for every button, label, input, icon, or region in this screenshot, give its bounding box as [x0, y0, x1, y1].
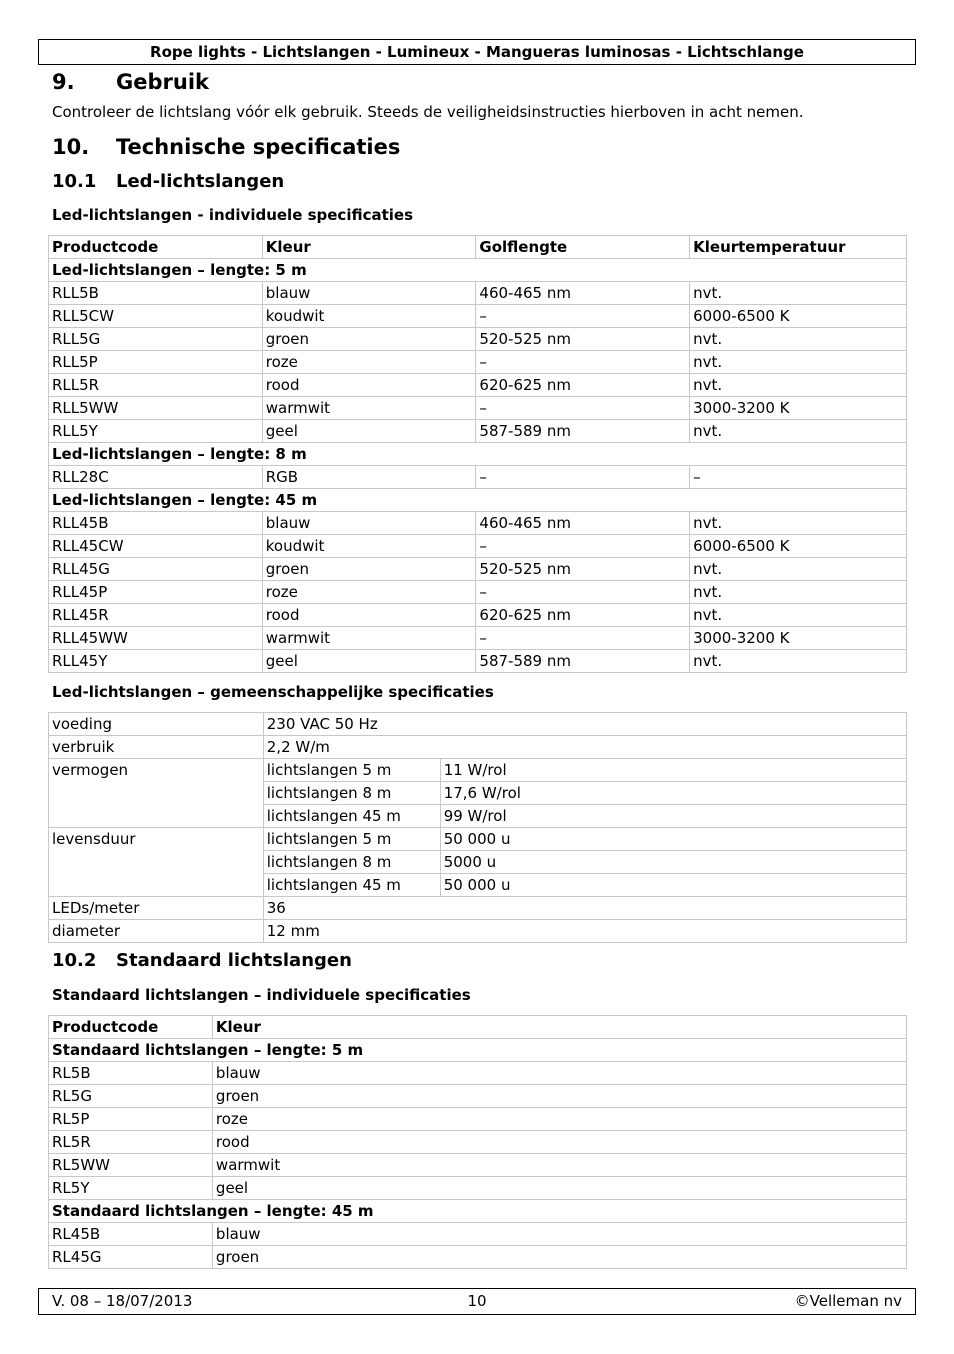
- table-cell: RLL45P: [49, 581, 263, 604]
- table-cell: blauw: [262, 512, 476, 535]
- table-cell: RLL5G: [49, 328, 263, 351]
- spec-label: LEDs/meter: [49, 897, 264, 920]
- table-cell: blauw: [262, 282, 476, 305]
- spec-value: 230 VAC 50 Hz: [263, 713, 906, 736]
- table-row: [49, 1246, 907, 1269]
- table-row: [49, 374, 907, 397]
- table-row: [49, 282, 907, 305]
- table-cell: 6000-6500 K: [690, 535, 907, 558]
- table-cell: RL45B: [49, 1223, 213, 1246]
- group-label: Standaard lichtslangen – lengte: 5 m: [49, 1039, 907, 1062]
- table-cell: nvt.: [690, 650, 907, 673]
- table-cell: rood: [212, 1131, 906, 1154]
- table-cell: –: [476, 351, 690, 374]
- spec-value: 50 000 u: [440, 828, 906, 851]
- spec-value: 99 W/rol: [440, 805, 906, 828]
- table-cell: roze: [262, 351, 476, 374]
- table-cell: 620-625 nm: [476, 604, 690, 627]
- table-cell: RLL45B: [49, 512, 263, 535]
- table-cell: nvt.: [690, 374, 907, 397]
- table-cell: –: [476, 397, 690, 420]
- table-row: [49, 1108, 907, 1131]
- table-cell: RLL45CW: [49, 535, 263, 558]
- std-individual-caption: Standaard lichtslangen – individuele specificaties: [52, 986, 471, 1004]
- table-cell: RLL45WW: [49, 627, 263, 650]
- led-individual-table: [48, 235, 907, 673]
- table-cell: 587-589 nm: [476, 650, 690, 673]
- spec-value: 5000 u: [440, 851, 906, 874]
- table-row: [49, 713, 907, 736]
- table-row: [49, 1223, 907, 1246]
- column-header: Kleur: [212, 1016, 906, 1039]
- group-label: Led-lichtslangen – lengte: 8 m: [49, 443, 907, 466]
- table-cell: RL5B: [49, 1062, 213, 1085]
- table-row: [49, 627, 907, 650]
- table-row: [49, 1154, 907, 1177]
- table-cell: RL5P: [49, 1108, 213, 1131]
- table-row: [49, 535, 907, 558]
- table-cell: 460-465 nm: [476, 512, 690, 535]
- column-header: Productcode: [49, 236, 263, 259]
- table-cell: RL45G: [49, 1246, 213, 1269]
- table-row: [49, 466, 907, 489]
- table-cell: –: [476, 305, 690, 328]
- std-individual-table: [48, 1015, 907, 1269]
- table-cell: RLL45G: [49, 558, 263, 581]
- spec-subname: lichtslangen 45 m: [263, 874, 440, 897]
- table-cell: rood: [262, 374, 476, 397]
- group-row: [49, 443, 907, 466]
- table-cell: 587-589 nm: [476, 420, 690, 443]
- group-label: Led-lichtslangen – lengte: 45 m: [49, 489, 907, 512]
- table-cell: nvt.: [690, 282, 907, 305]
- spec-subname: lichtslangen 45 m: [263, 805, 440, 828]
- table-cell: warmwit: [262, 627, 476, 650]
- table-row: [49, 1177, 907, 1200]
- footer-page-number: 10: [467, 1292, 487, 1310]
- spec-label: levensduur: [49, 828, 264, 897]
- group-row: [49, 259, 907, 282]
- table-row: [49, 581, 907, 604]
- footer-copyright: ©Velleman nv: [794, 1292, 902, 1310]
- section-10-2-heading: [52, 950, 352, 971]
- led-common-caption: Led-lichtslangen – gemeenschappelijke specificaties: [52, 683, 494, 701]
- table-cell: RLL45Y: [49, 650, 263, 673]
- spec-value: 17,6 W/rol: [440, 782, 906, 805]
- section-title: Led-lichtslangen: [116, 171, 285, 192]
- table-cell: groen: [212, 1085, 906, 1108]
- table-cell: groen: [262, 558, 476, 581]
- spec-subname: lichtslangen 5 m: [263, 759, 440, 782]
- table-cell: –: [476, 535, 690, 558]
- table-cell: groen: [212, 1246, 906, 1269]
- group-label: Led-lichtslangen – lengte: 5 m: [49, 259, 907, 282]
- spec-value: 36: [263, 897, 906, 920]
- table-row: [49, 305, 907, 328]
- spec-subname: lichtslangen 5 m: [263, 828, 440, 851]
- table-cell: RL5Y: [49, 1177, 213, 1200]
- spec-label: voeding: [49, 713, 264, 736]
- table-row: [49, 558, 907, 581]
- table-cell: nvt.: [690, 328, 907, 351]
- table-cell: rood: [262, 604, 476, 627]
- table-cell: RL5G: [49, 1085, 213, 1108]
- table-cell: warmwit: [212, 1154, 906, 1177]
- group-row: [49, 1039, 907, 1062]
- table-cell: RLL5Y: [49, 420, 263, 443]
- spec-value: 2,2 W/m: [263, 736, 906, 759]
- table-cell: RLL5CW: [49, 305, 263, 328]
- table-cell: RLL5R: [49, 374, 263, 397]
- table-row: [49, 420, 907, 443]
- led-common-table: [48, 712, 907, 943]
- spec-subname: lichtslangen 8 m: [263, 851, 440, 874]
- table-row: [49, 1085, 907, 1108]
- section-10-heading: [52, 135, 400, 159]
- column-header: Kleurtemperatuur: [690, 236, 907, 259]
- spec-value: 50 000 u: [440, 874, 906, 897]
- table-cell: RL5WW: [49, 1154, 213, 1177]
- spec-subname: lichtslangen 8 m: [263, 782, 440, 805]
- column-header: Golflengte: [476, 236, 690, 259]
- page-header: Rope lights - Lichtslangen - Lumineux - Mangueras luminosas - Lichtschlange: [38, 39, 916, 65]
- table-row: [49, 828, 907, 851]
- section-10-1-heading: [52, 171, 284, 192]
- section-number: 10.1: [52, 171, 97, 192]
- table-cell: RLL45R: [49, 604, 263, 627]
- table-row: [49, 736, 907, 759]
- led-individual-caption: Led-lichtslangen - individuele specificaties: [52, 206, 414, 224]
- table-cell: 520-525 nm: [476, 328, 690, 351]
- table-cell: groen: [262, 328, 476, 351]
- table-cell: –: [476, 581, 690, 604]
- spec-value: 12 mm: [263, 920, 906, 943]
- table-cell: –: [690, 466, 907, 489]
- section-number: 9.: [52, 70, 75, 94]
- spec-label: diameter: [49, 920, 264, 943]
- table-cell: nvt.: [690, 558, 907, 581]
- spec-label: verbruik: [49, 736, 264, 759]
- table-cell: nvt.: [690, 604, 907, 627]
- section-title: Technische specificaties: [116, 135, 401, 159]
- table-cell: geel: [262, 420, 476, 443]
- table-row: [49, 397, 907, 420]
- table-row: [49, 759, 907, 782]
- table-cell: nvt.: [690, 420, 907, 443]
- table-cell: RGB: [262, 466, 476, 489]
- table-row: [49, 897, 907, 920]
- group-row: [49, 489, 907, 512]
- table-row: [49, 650, 907, 673]
- table-cell: nvt.: [690, 351, 907, 374]
- spec-value: 11 W/rol: [440, 759, 906, 782]
- table-cell: RLL28C: [49, 466, 263, 489]
- table-cell: roze: [262, 581, 476, 604]
- table-cell: 460-465 nm: [476, 282, 690, 305]
- table-cell: blauw: [212, 1223, 906, 1246]
- table-row: [49, 328, 907, 351]
- table-row: [49, 1131, 907, 1154]
- table-cell: RLL5B: [49, 282, 263, 305]
- table-cell: 3000-3200 K: [690, 627, 907, 650]
- table-cell: koudwit: [262, 305, 476, 328]
- table-row: [49, 351, 907, 374]
- section-title: Gebruik: [116, 70, 209, 94]
- table-cell: nvt.: [690, 581, 907, 604]
- table-cell: RLL5WW: [49, 397, 263, 420]
- table-cell: geel: [212, 1177, 906, 1200]
- table-cell: RL5R: [49, 1131, 213, 1154]
- table-row: [49, 604, 907, 627]
- table-cell: nvt.: [690, 512, 907, 535]
- section-number: 10.2: [52, 950, 97, 971]
- table-cell: geel: [262, 650, 476, 673]
- table-header-row: [49, 236, 907, 259]
- table-cell: warmwit: [262, 397, 476, 420]
- table-cell: 620-625 nm: [476, 374, 690, 397]
- column-header: Productcode: [49, 1016, 213, 1039]
- table-cell: blauw: [212, 1062, 906, 1085]
- spec-label: vermogen: [49, 759, 264, 828]
- section-number: 10.: [52, 135, 90, 159]
- table-cell: 6000-6500 K: [690, 305, 907, 328]
- table-row: [49, 1062, 907, 1085]
- table-cell: –: [476, 627, 690, 650]
- table-cell: –: [476, 466, 690, 489]
- table-cell: 520-525 nm: [476, 558, 690, 581]
- table-header-row: [49, 1016, 907, 1039]
- table-row: [49, 920, 907, 943]
- footer-version: V. 08 – 18/07/2013: [52, 1292, 193, 1310]
- column-header: Kleur: [262, 236, 476, 259]
- section-9-heading: [52, 70, 209, 94]
- group-row: [49, 1200, 907, 1223]
- table-cell: RLL5P: [49, 351, 263, 374]
- page-footer: [38, 1288, 916, 1315]
- table-cell: koudwit: [262, 535, 476, 558]
- table-row: [49, 512, 907, 535]
- table-cell: roze: [212, 1108, 906, 1131]
- table-cell: 3000-3200 K: [690, 397, 907, 420]
- group-label: Standaard lichtslangen – lengte: 45 m: [49, 1200, 907, 1223]
- section-9-text: Controleer de lichtslang vóór elk gebruik. Steeds de veiligheidsinstructies hierboven in acht nemen.: [52, 103, 804, 121]
- section-title: Standaard lichtslangen: [116, 950, 352, 971]
